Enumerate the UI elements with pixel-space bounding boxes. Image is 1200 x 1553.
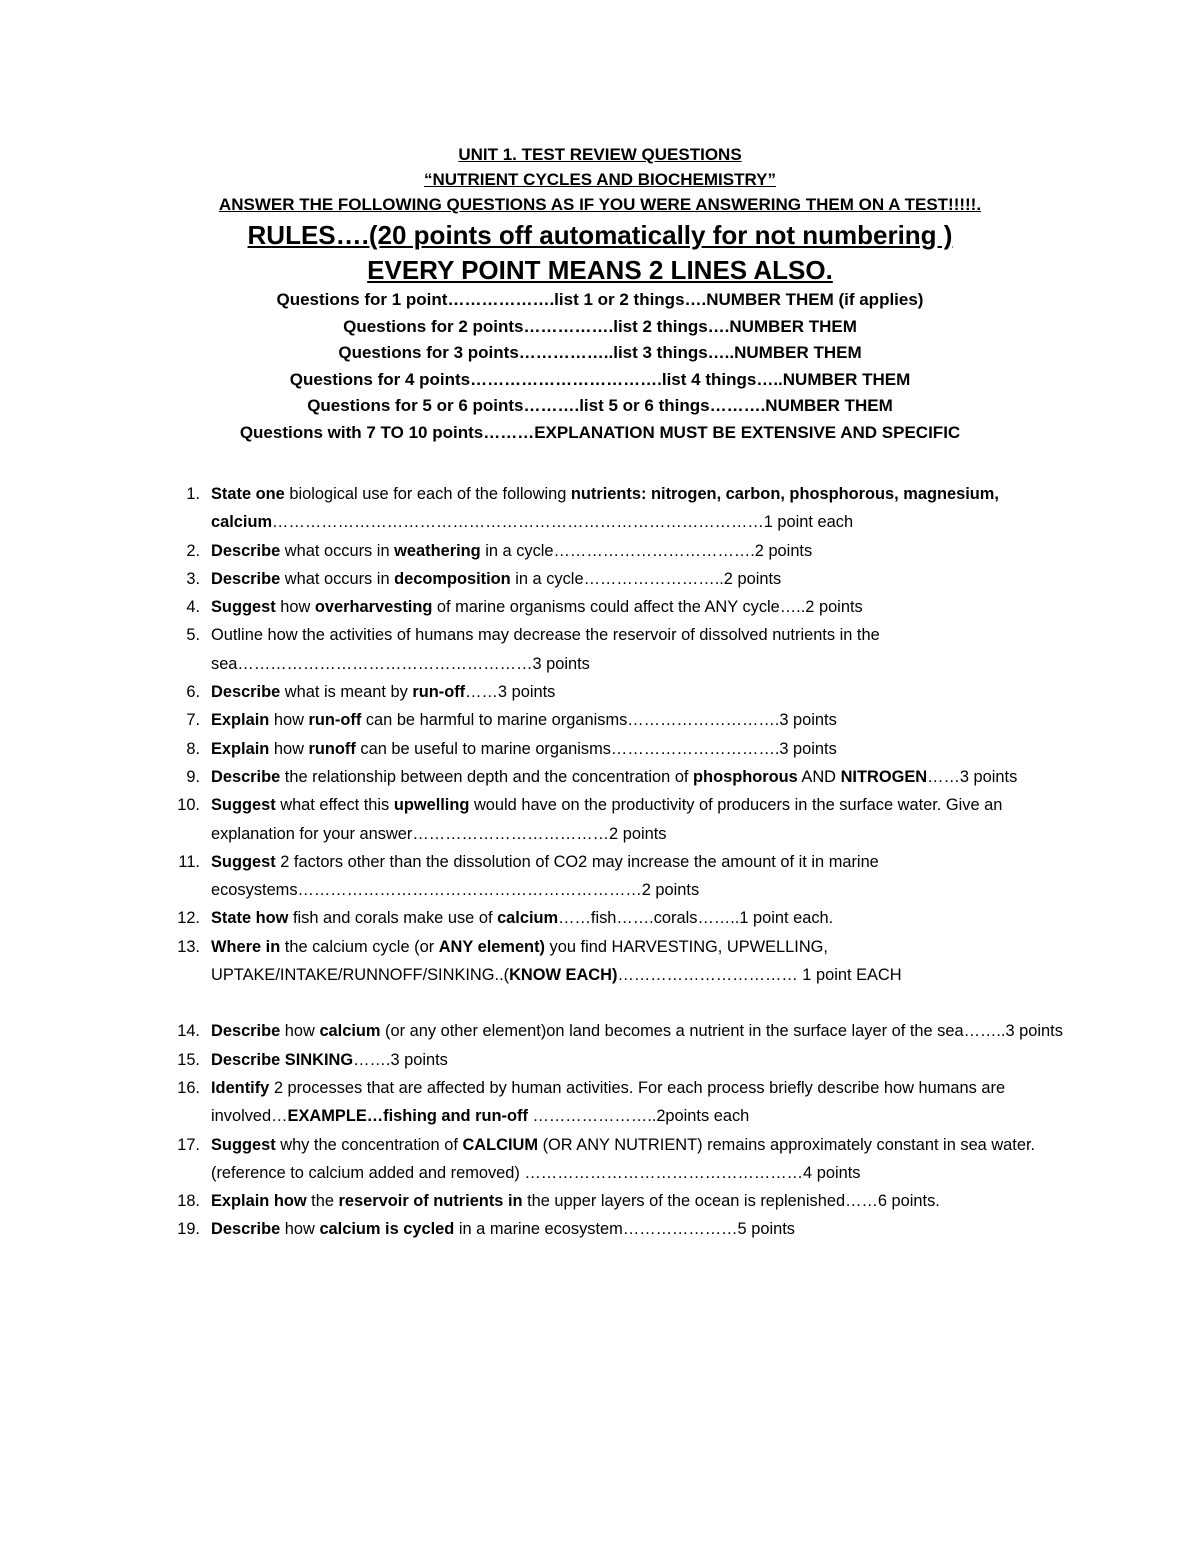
question-text: what effect this (275, 796, 394, 815)
question-text: …………………………… 1 point EACH (617, 966, 902, 985)
question-text: …………………..2points each (527, 1107, 750, 1126)
question-keyword: Describe (211, 1022, 281, 1041)
question-item (0, 763, 1071, 791)
point-rule-line: Questions for 4 points…………………………….list 4 things…..NUMBER THEM (289, 369, 911, 389)
question-text: ……3 points (465, 683, 556, 702)
question-text: in a cycle……………………………….2 points (480, 541, 813, 560)
question-number: 16. (177, 1078, 200, 1097)
question-number: 2. (186, 541, 200, 560)
question-item (0, 1215, 1071, 1243)
question-keyword: Describe (211, 683, 281, 702)
point-rule-line: Questions for 3 points……………..list 3 things…..NUMBER THEM (338, 343, 862, 362)
question-number: 5. (186, 626, 200, 645)
point-rule-line: Questions for 2 points…………….list 2 things….NUMBER THEM (343, 316, 857, 336)
question-item (0, 1046, 1071, 1074)
question-text: …….3 points (353, 1050, 448, 1069)
question-keyword: Describe (211, 1220, 281, 1239)
unit-title: UNIT 1. TEST REVIEW QUESTIONS (458, 145, 742, 164)
question-text: the (306, 1192, 339, 1211)
question-keyword: Explain (211, 739, 270, 758)
question-keyword: phosphorous (693, 767, 798, 786)
question-text: of marine organisms could affect the ANY cycle…..2 points (432, 598, 863, 617)
question-text: 2 factors other than the dissolution of CO2 may increase the amount of it in marine ecosystems………………………………………………………2 points (211, 852, 879, 900)
question-item (0, 480, 1071, 537)
question-text: (OR ANY NUTRIENT) remains approximately constant in sea water. (reference to calcium added and removed) ……………………………………………4 points (211, 1135, 1036, 1182)
question-keyword: Explain (211, 711, 270, 730)
question-text: AND (797, 767, 841, 786)
question-keyword: Describe (211, 541, 281, 560)
question-number: 14. (177, 1022, 200, 1041)
question-item (0, 933, 1071, 990)
question-text: would have on the productivity of producers in the surface water. Give an explanation for your answer………………………………2 points (211, 796, 1003, 843)
question-keyword: Suggest (211, 852, 276, 871)
question-text: the upper layers of the ocean is replenished……6 points. (522, 1192, 940, 1211)
question-number: 4. (186, 598, 200, 617)
question-keyword: ANY element) (438, 937, 545, 956)
question-keyword: runoff (308, 739, 356, 758)
question-text: fish and corals make use of (288, 909, 498, 928)
question-item (0, 904, 1071, 932)
question-item (0, 848, 1071, 905)
question-number: 6. (186, 683, 200, 702)
question-text: in a marine ecosystem…………………5 points (454, 1220, 795, 1239)
question-item (0, 593, 1071, 621)
question-keyword: run-off (412, 683, 466, 702)
question-keyword: Describe (211, 767, 281, 786)
question-keyword: Identify (211, 1078, 270, 1097)
instructions-line: ANSWER THE FOLLOWING QUESTIONS AS IF YOU WERE ANSWERING THEM ON A TEST!!!!!. (218, 195, 982, 214)
question-text: what occurs in (280, 569, 395, 588)
question-text: ……3 points (927, 767, 1018, 786)
question-text: in a cycle……………………..2 points (510, 569, 782, 588)
point-rule-line: Questions for 1 point……………….list 1 or 2 things….NUMBER THEM (if applies) (276, 290, 924, 309)
question-keyword: reservoir of nutrients in (338, 1192, 523, 1211)
question-item (0, 1131, 1071, 1188)
rules-heading: RULES….(20 points off automatically for not numbering ) (247, 220, 953, 250)
question-keyword: calcium (497, 909, 559, 928)
question-item (0, 791, 1071, 848)
question-text: biological use for each of the following (284, 485, 571, 503)
document-header (0, 142, 1200, 446)
question-number: 13. (177, 937, 200, 956)
question-number: 17. (177, 1135, 200, 1154)
question-text: the relationship between depth and the concentration of (280, 767, 694, 786)
question-text: ………………………………………………………………………………1 point each (272, 513, 854, 532)
question-number: 18. (177, 1192, 200, 1211)
question-number: 1. (186, 485, 200, 503)
question-keyword: EXAMPLE…fishing and run-off (287, 1107, 528, 1126)
question-number: 11. (178, 852, 200, 871)
every-point-heading: EVERY POINT MEANS 2 LINES ALSO. (367, 255, 833, 285)
question-keyword: run-off (308, 711, 362, 730)
question-number: 8. (186, 739, 200, 758)
question-keyword: NITROGEN (840, 767, 928, 786)
question-item (0, 537, 1071, 565)
question-keyword: KNOW EACH) (509, 966, 618, 985)
question-keyword: Suggest (211, 1135, 276, 1154)
question-text: what occurs in (280, 541, 395, 560)
question-number: 15. (177, 1050, 200, 1069)
question-text: what is meant by (280, 683, 413, 702)
question-number: 10. (177, 796, 200, 815)
question-text: you find HARVESTING, UPWELLING, UPTAKE/INTAKE/RUNNOFF/SINKING..( (211, 937, 828, 985)
question-text: why the concentration of (275, 1135, 463, 1154)
question-keyword: Suggest (211, 796, 276, 815)
question-text: (or any other element)on land becomes a nutrient in the surface layer of the sea……..3 points (380, 1022, 1063, 1041)
question-keyword: upwelling (393, 796, 470, 815)
question-text: can be harmful to marine organisms……………………….3 points (361, 711, 837, 730)
question-item (0, 678, 1071, 706)
question-keyword: Suggest (211, 598, 276, 617)
question-item (0, 1017, 1071, 1045)
question-text: how (269, 739, 309, 758)
question-keyword: calcium (319, 1022, 381, 1041)
question-text: how (269, 711, 309, 730)
question-text: ……fish…….corals……..1 point each. (558, 909, 834, 928)
point-rule-line: Questions for 5 or 6 points……….list 5 or 6 things……….NUMBER THEM (307, 396, 893, 415)
question-item (0, 706, 1071, 734)
question-keyword: decomposition (394, 569, 511, 588)
point-rule-line: Questions with 7 TO 10 points………EXPLANATION MUST BE EXTENSIVE AND SPECIFIC (239, 422, 961, 442)
question-text: Outline how the activities of humans may decrease the reservoir of dissolved nutrients in the sea………………………………………………3 points (211, 626, 880, 673)
question-number: 9. (186, 767, 200, 786)
question-number: 12. (177, 909, 200, 928)
question-list (0, 480, 1200, 1244)
question-keyword: Explain how (211, 1192, 307, 1211)
point-rules-list (0, 287, 1200, 446)
question-item (0, 565, 1071, 593)
question-keyword: overharvesting (314, 598, 433, 617)
question-number: 19. (177, 1220, 200, 1239)
question-keyword: weathering (394, 541, 481, 560)
question-text: how (280, 1220, 320, 1239)
question-number: 3. (186, 569, 200, 588)
question-text: how (275, 598, 315, 617)
question-item (0, 1074, 1071, 1131)
question-keyword: nutrients: nitrogen, carbon, phosphorous, magnesium, calcium (211, 485, 999, 532)
question-keyword: Describe SINKING (211, 1050, 354, 1069)
question-text: 2 processes that are affected by human activities. For each process briefly describe how humans are involved… (211, 1078, 1006, 1126)
question-text: can be useful to marine organisms………………………….3 points (355, 739, 837, 758)
question-item (0, 735, 1071, 763)
question-item (0, 1187, 1071, 1215)
question-keyword: Where in (211, 937, 281, 956)
question-keyword: State one (211, 485, 285, 503)
question-item (0, 621, 1071, 678)
question-text: the calcium cycle (or (280, 937, 439, 956)
question-keyword: State how (211, 909, 289, 928)
question-keyword: CALCIUM (462, 1135, 539, 1154)
question-text: how (280, 1022, 320, 1041)
topic-title: “NUTRIENT CYCLES AND BIOCHEMISTRY” (424, 170, 776, 189)
question-keyword: Describe (211, 569, 281, 588)
question-number: 7. (186, 711, 200, 730)
question-keyword: calcium is cycled (319, 1220, 455, 1239)
